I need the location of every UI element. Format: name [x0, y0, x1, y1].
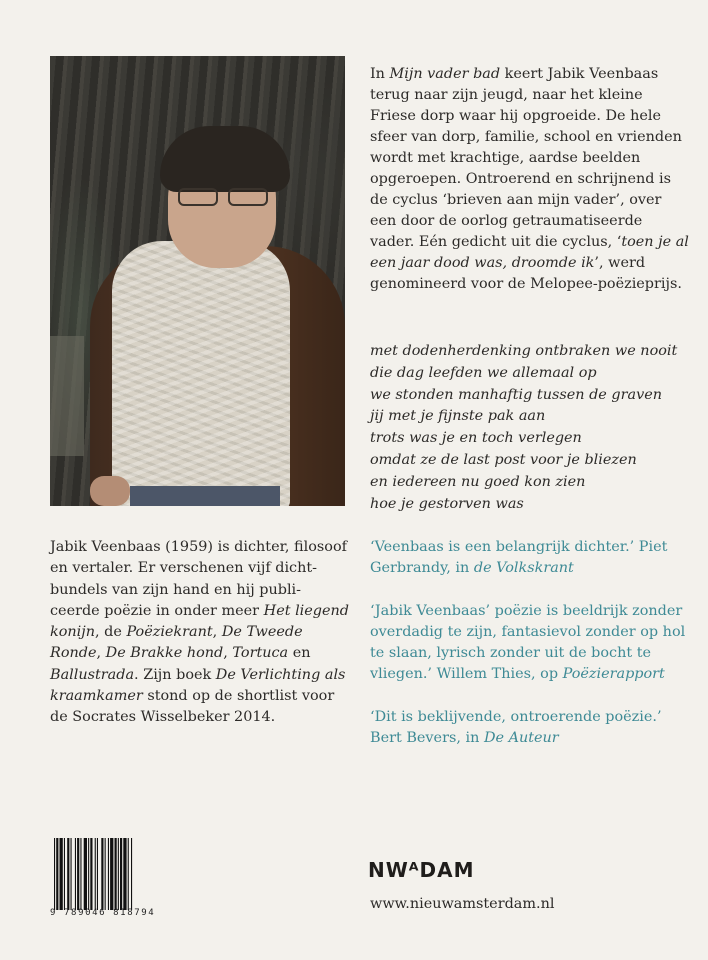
- barcode-bar: [75, 838, 76, 910]
- review-quote: ‘Dit is beklijvende, ontroerende poëzie.’ Bert Bevers, in De Auteur: [370, 709, 662, 746]
- barcode-bar: [95, 838, 96, 910]
- poem-title: toen je al een jaar dood was, droomde ik: [370, 234, 689, 271]
- review-quotes: [370, 537, 690, 771]
- barcode-bar: [131, 838, 132, 910]
- intro-paragraph: In Mijn vader bad keert Jabik Veenbaas terug naar zijn jeugd, naar het kleine Friese dorp waar hij opgroeide. De hele sfeer van dorp, familie, school en vrienden wordt met krachtige, aardse beelden opgeroepen. Ontroerend en schrijnend is de cyclus ‘brieven aan mijn vader’, over een door de oorlog getraumatiseerde vader. Eén gedicht uit die cyclus, ‘toen je al een jaar dood was, droomde ik’, werd genomineerd voor de Melopee-poëzieprijs.: [370, 66, 689, 292]
- barcode-bars: [54, 838, 162, 910]
- poem-line: jij met je fijnste pak aan: [370, 408, 546, 425]
- barcode-bar: [101, 838, 103, 910]
- barcode-bar: [77, 838, 79, 910]
- poem-line: trots was je en toch verlegen: [370, 430, 582, 447]
- barcode-bar: [67, 838, 69, 910]
- barcode-bar: [105, 838, 106, 910]
- review-quote: ‘Jabik Veenbaas’ poëzie is beeldrijk zonder overdadig te zijn, fantasievol zonder op hol te slaan, lyrisch zonder uit de bocht te vliegen.’ Willem Thies, op Poëzierapport: [370, 603, 686, 682]
- barcode-bar: [64, 838, 65, 910]
- poem-line: en iedereen nu goed kon zien: [370, 473, 586, 490]
- barcode-bar: [88, 838, 89, 910]
- barcode-bar: [108, 838, 109, 910]
- barcode-bar: [115, 838, 117, 910]
- author-photo: [50, 56, 345, 506]
- poem-line: hoe je gestorven was: [370, 495, 524, 512]
- barcode-bar: [71, 838, 72, 910]
- poem-line: we stonden manhaftig tussen de graven: [370, 386, 662, 403]
- review-quote: ‘Veenbaas is een belangrijk dichter.’ Piet Gerbrandy, in de Volkskrant: [370, 539, 668, 576]
- barcode-bar: [60, 838, 63, 910]
- author-bio: Jabik Veenbaas (1959) is dichter, filosoof en vertaler. Er verschenen vijf dicht-bundels van zijn hand en hij publi-ceerde poëzie in onder meer Het liegend konijn, de Poëziekrant, De Tweede Ronde, De Brakke hond, Tortuca en Ballustrada. Zijn boek De Verlichting als kraamkamer stond op de shortlist voor de Socrates Wisselbeker 2014.: [50, 539, 349, 726]
- book-title: Mijn vader bad: [389, 66, 501, 82]
- publisher-url: www.nieuwamsterdam.nl: [370, 896, 555, 912]
- barcode-bar: [80, 838, 81, 910]
- barcode-bar: [84, 838, 87, 910]
- isbn-number: 9 789046 818794: [50, 908, 156, 918]
- barcode-bar: [120, 838, 122, 910]
- publisher-logo: NWᴬDAM: [368, 858, 475, 882]
- barcode-bar: [110, 838, 113, 910]
- poem-line: omdat ze de last post voor je bliezen: [370, 451, 637, 468]
- poem-line: met dodenherdenking ontbraken we nooit: [370, 343, 678, 359]
- barcode-bar: [123, 838, 126, 910]
- barcode-bar: [118, 838, 119, 910]
- poem-line: die dag leefden we allemaal op: [370, 364, 597, 381]
- barcode-bar: [54, 838, 55, 910]
- barcode-bar: [56, 838, 58, 910]
- poem-excerpt: [370, 341, 690, 515]
- barcode: [50, 838, 162, 918]
- barcode-bar: [97, 838, 98, 910]
- barcode-bar: [128, 838, 129, 910]
- barcode-bar: [90, 838, 92, 910]
